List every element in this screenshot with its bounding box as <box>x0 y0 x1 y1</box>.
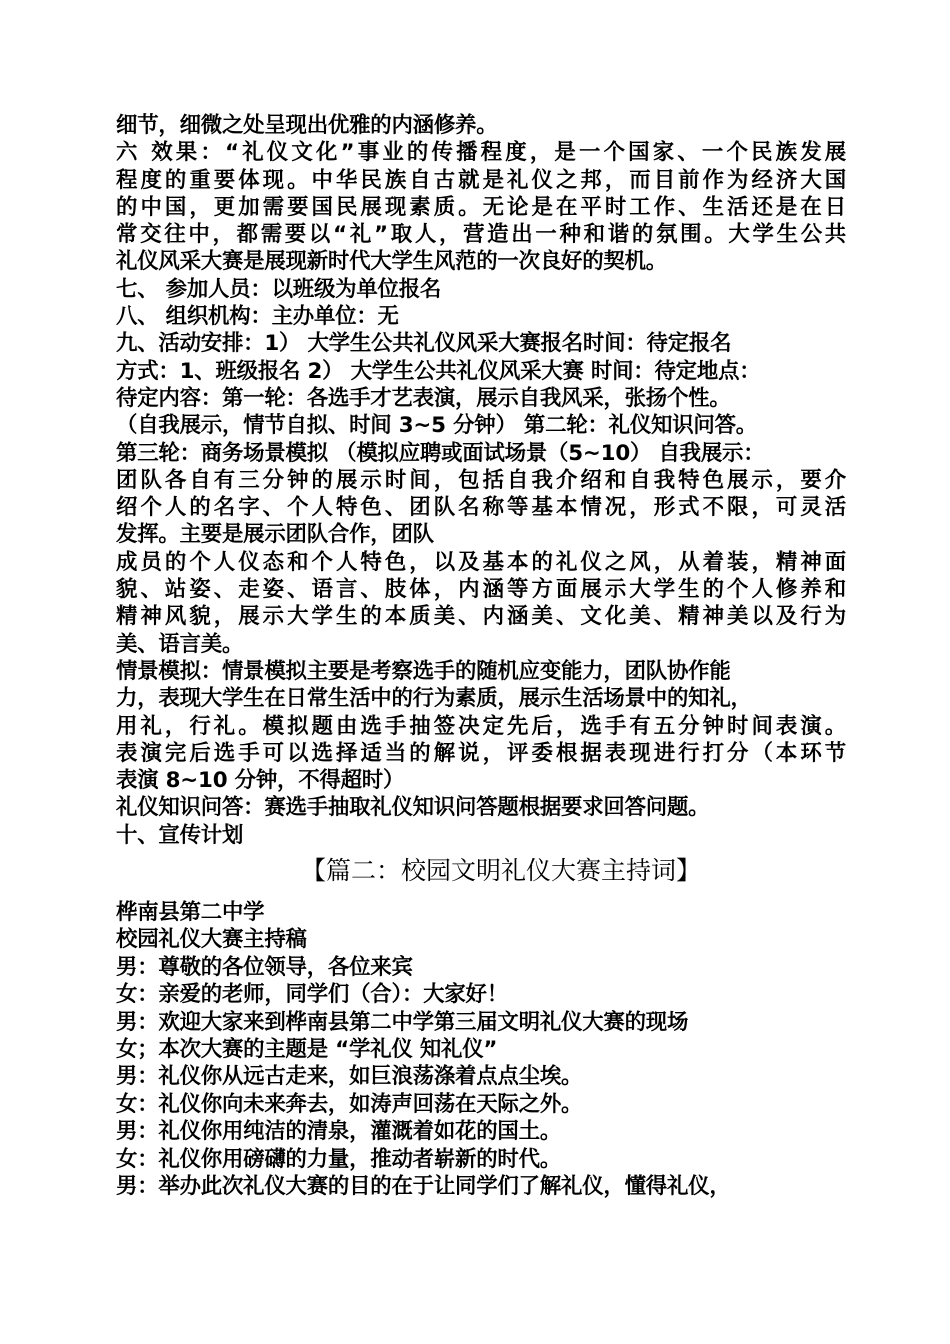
text-line: 九、活动安排：1） 大学生公共礼仪风采大赛报名时间：待定报名 <box>116 331 732 357</box>
text-line: 表演完后选手可以选择适当的解说，评委根据表现进行打分（本环节 <box>116 740 846 766</box>
text-line: 礼仪风采大赛是展现新时代大学生风范的一次良好的契机。 <box>116 249 667 275</box>
text-line: 成员的个人仪态和个人特色，以及基本的礼仪之风，从着装，精神面 <box>116 549 846 575</box>
text-line: 六 效果：“礼仪文化”事业的传播程度，是一个国家、一个民族发展 <box>116 140 846 166</box>
text-line: 精神风貌，展示大学生的本质美、内涵美、文化美、精神美以及行为 <box>116 604 846 630</box>
text-line: 男：礼仪你用纯洁的清泉，灌溉着如花的国土。 <box>116 1119 562 1145</box>
text-line: （自我展示，情节自拟、时间 3~5 分钟） 第二轮：礼仪知识问答。 <box>116 413 757 439</box>
section-heading: 【篇二：校园文明礼仪大赛主持词】 <box>300 856 701 886</box>
text-line: 十、宣传计划 <box>116 822 244 848</box>
text-line: 发挥。主要是展示团队合作，团队 <box>116 522 434 548</box>
text-line: 女：亲爱的老师，同学们（合）：大家好！ <box>116 982 508 1008</box>
text-line: 待定内容：第一轮：各选手才艺表演，展示自我风采，张扬个性。 <box>116 385 731 411</box>
text-line: 八、 组织机构：主办单位：无 <box>116 304 399 330</box>
text-line: 女：礼仪你用磅礴的力量，推动者崭新的时代。 <box>116 1146 562 1172</box>
text-line: 程度的重要体现。中华民族自古就是礼仪之邦，而目前作为经济大国 <box>116 167 846 193</box>
text-line: 美、语言美。 <box>116 631 244 657</box>
text-line: 男：欢迎大家来到桦南县第二中学第三届文明礼仪大赛的现场 <box>116 1009 689 1035</box>
text-line: 绍个人的名字、个人特色、团队名称等基本情况，形式不限，可灵活 <box>116 495 846 521</box>
text-line: 表演 8~10 分钟，不得超时） <box>116 768 405 794</box>
section-one <box>116 112 846 849</box>
text-line: 男：举办此次礼仪大赛的目的在于让同学们了解礼仪，懂得礼仪， <box>116 1173 731 1199</box>
text-line: 常交往中，都需要以“礼”取人，营造出一种和谐的氛围。大学生公共 <box>116 222 846 248</box>
text-line: 第三轮：商务场景模拟 （模拟应聘或面试场景（5~10） 自我展示： <box>116 440 765 466</box>
text-line: 七、 参加人员：以班级为单位报名 <box>116 276 442 302</box>
text-line: 礼仪知识问答：赛选手抽取礼仪知识问答题根据要求回答问题。 <box>116 795 710 821</box>
text-line: 桦南县第二中学 <box>116 900 265 926</box>
text-line: 力，表现大学生在日常生活中的行为素质，展示生活场景中的知礼， <box>116 686 752 712</box>
text-line: 男：尊敬的各位领导，各位来宾 <box>116 954 413 980</box>
text-line: 男：礼仪你从远古走来，如巨浪荡涤着点点尘埃。 <box>116 1064 583 1090</box>
document-page <box>116 112 846 1200</box>
text-line: 方式：1、班级报名 2） 大学生公共礼仪风采大赛 时间：待定地点： <box>116 358 761 384</box>
text-line: 的中国，更加需要国民展现素质。无论是在平时工作、生活还是在日 <box>116 194 846 220</box>
text-line: 女；本次大赛的主题是 “学礼仪 知礼仪” <box>116 1036 498 1062</box>
text-line: 用礼，行礼。模拟题由选手抽签决定先后，选手有五分钟时间表演。 <box>116 713 846 739</box>
text-line: 貌、站姿、走姿、语言、肢体，内涵等方面展示大学生的个人修养和 <box>116 577 846 603</box>
text-line: 女：礼仪你向未来奔去，如涛声回荡在天际之外。 <box>116 1091 583 1117</box>
text-line: 细节，细微之处呈现出优雅的内涵修养。 <box>116 113 498 138</box>
text-line: 校园礼仪大赛主持稿 <box>116 927 307 953</box>
section-two <box>116 899 846 1200</box>
text-line: 情景模拟：情景模拟主要是考察选手的随机应变能力，团队协作能 <box>116 658 731 684</box>
text-line: 团队各自有三分钟的展示时间，包括自我介绍和自我特色展示，要介 <box>116 467 846 493</box>
